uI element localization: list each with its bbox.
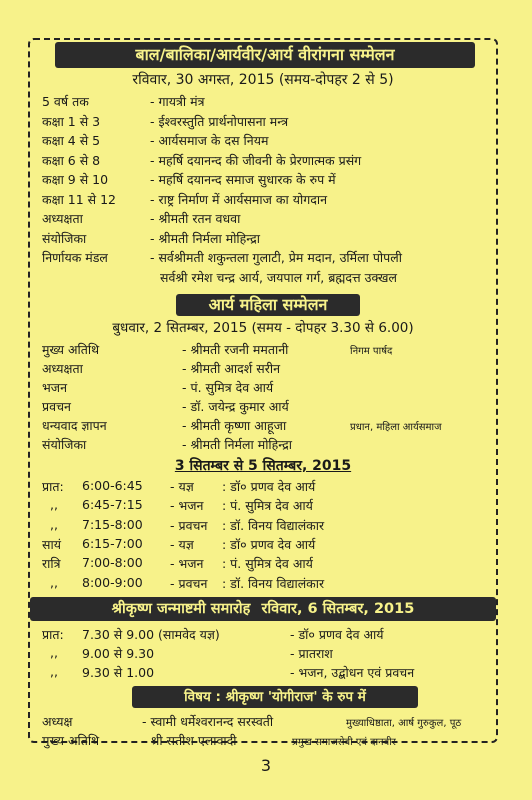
section2-row: [42, 436, 492, 455]
section4-banner: [30, 597, 496, 621]
row-value: - श्रीमती रतन वधवा: [150, 211, 241, 226]
janmashtami-time: 9.30 से 1.00: [82, 665, 155, 680]
schedule-person: : डॉ० प्रणव देव आर्य: [222, 536, 316, 552]
row-label: संयोजिका: [42, 437, 87, 452]
janmashtami-row: [42, 664, 492, 683]
janmashtami-time: 9.00 से 9.30: [82, 646, 155, 661]
schedule-period: ,,: [50, 497, 58, 513]
row-label: 5 वर्ष तक: [42, 94, 89, 109]
section2-row: [42, 341, 492, 360]
janmashtami-period: प्रात:: [42, 627, 64, 642]
schedule-time: 8:00-9:00: [82, 574, 143, 590]
section1-row: [42, 113, 492, 132]
row-value: - श्रीमती निर्मला मोहिन्द्रा: [150, 230, 261, 246]
row-value: - सर्वश्रीमती शकुन्तला गुलाटी, प्रेम मदान, उर्मिला पोपली: [150, 250, 402, 265]
row-label: कक्षा 6 से 8: [42, 152, 101, 168]
section1-row: [42, 171, 492, 190]
schedule-item: - भजन: [170, 498, 204, 514]
schedule-period: प्रात:: [42, 479, 64, 494]
section1-title: बाल/बालिका/आर्यवीर/आर्य वीरांगना सम्मेलन: [55, 42, 475, 68]
section1-row: [42, 210, 492, 229]
row-value: - श्रीमती निर्मला मोहिन्द्रा: [182, 437, 293, 452]
janmashtami-time: 7.30 से 9.00 (सामवेद यज्ञ): [82, 627, 220, 642]
section2-row: [42, 417, 492, 436]
schedule-row: [42, 575, 492, 594]
schedule-row: [42, 555, 492, 574]
row-value: - श्रीमती रजनी ममतानी: [182, 342, 289, 357]
schedule-item: - प्रवचन: [170, 517, 208, 533]
schedule-period: ,,: [50, 574, 58, 590]
row-note: प्रधान, महिला आर्यसमाज: [350, 422, 442, 433]
judges-line-2-text: सर्वश्री रमेश चन्द्र आर्य, जयपाल गर्ग, ब्रह्मदत्त उक्खल: [160, 270, 397, 285]
schedule-item: - यज्ञ: [170, 536, 194, 552]
official-label: अध्यक्ष: [42, 714, 73, 729]
janmashtami-period: ,,: [50, 664, 58, 679]
schedule-row: [42, 517, 492, 536]
schedule-item: - प्रवचन: [170, 575, 208, 591]
section1-row: [42, 93, 492, 112]
official-row: [42, 732, 492, 751]
schedule-item: - भजन: [170, 556, 204, 572]
topic-banner: विषय : श्रीकृष्ण 'योगीराज' के रुप में: [132, 686, 418, 708]
official-value: - श्री सतीश एलावादी: [142, 733, 237, 748]
row-value: - पं. सुमित्र देव आर्य: [182, 380, 274, 395]
row-label: भजन: [42, 380, 68, 395]
janmashtami-person: - भजन, उद्बोधन एवं प्रवचन: [290, 665, 415, 680]
section4-title: श्रीकृष्ण जन्माष्टमी समारोह: [111, 601, 251, 617]
row-label: कक्षा 4 से 5: [42, 133, 101, 148]
page-number: 3: [260, 756, 272, 775]
official-value: - स्वामी धर्मेश्वरानन्द सरस्वती: [142, 714, 274, 729]
schedule-item: - यज्ञ: [170, 479, 194, 494]
official-note: प्रमुख समाजसेवी एवं दानवीर: [292, 737, 396, 748]
row-value: - आर्यसमाज के दस नियम: [150, 133, 269, 148]
schedule-time: 6:15-7:00: [82, 535, 143, 551]
schedule-row: [42, 478, 492, 497]
row-note: निगम पार्षद: [350, 346, 393, 357]
row-value: - श्रीमती आदर्श सरीन: [182, 361, 281, 376]
section2-row: [42, 360, 492, 379]
schedule-time: 7:00-8:00: [82, 555, 143, 571]
row-value: - डॉ. जयेन्द्र कुमार आर्य: [182, 399, 289, 414]
row-value: - ईश्वरस्तुति प्रार्थनोपासना मन्त्र: [150, 113, 289, 129]
row-value: - महर्षि दयानन्द की जीवनी के प्रेरणात्मक प्रसंग: [150, 152, 362, 168]
schedule-person: : डॉ. विनय विद्यालंकार: [222, 517, 325, 533]
section1-row: [42, 249, 492, 268]
row-label: धन्यवाद ज्ञापन: [42, 418, 107, 433]
row-label: अध्यक्षता: [42, 361, 83, 376]
schedule-period: रात्रि: [42, 556, 61, 572]
section1-row: [42, 132, 492, 151]
section2-date: बुधवार, 2 सितम्बर, 2015 (समय - दोपहर 3.30 से 6.00): [112, 320, 414, 336]
row-value: - महर्षि दयानन्द समाज सुधारक के रुप में: [150, 172, 336, 187]
schedule-period: ,,: [50, 516, 58, 532]
official-note: मुख्याधिष्ठाता, आर्ष गुरुकुल, पूठ: [346, 718, 462, 729]
row-value: - राष्ट्र निर्माण में आर्यसमाज का योगदान: [150, 191, 328, 207]
schedule-person: : पं. सुमित्र देव आर्य: [222, 556, 313, 572]
schedule-time: 7:15-8:00: [82, 516, 143, 532]
schedule-row: [42, 497, 492, 516]
section3-title: 3 सितम्बर से 5 सितम्बर, 2015: [174, 458, 352, 474]
schedule-time: 6:45-7:15: [82, 497, 143, 513]
row-label: कक्षा 11 से 12: [42, 191, 116, 207]
schedule-person: : पं. सुमित्र देव आर्य: [222, 498, 313, 514]
section1-date: रविवार, 30 अगस्त, 2015 (समय-दोपहर 2 से 5): [132, 72, 394, 88]
section1-row: [42, 191, 492, 210]
row-label: निर्णायक मंडल: [42, 250, 108, 265]
row-value: - गायत्री मंत्र: [150, 94, 205, 109]
row-label: मुख्य अतिथि: [42, 342, 100, 357]
row-label: अध्यक्षता: [42, 211, 83, 226]
janmashtami-person: - डॉ० प्रणव देव आर्य: [290, 627, 384, 642]
row-label: प्रवचन: [42, 399, 71, 414]
janmashtami-period: ,,: [50, 645, 58, 660]
section1-row: [42, 152, 492, 171]
official-label: मुख्य अतिथि: [42, 733, 100, 748]
section4-date: रविवार, 6 सितम्बर, 2015: [261, 601, 415, 617]
section2-row: [42, 398, 492, 417]
schedule-person: : डॉ० प्रणव देव आर्य: [222, 479, 316, 494]
schedule-period: सायं: [42, 536, 61, 552]
section2-title: आर्य महिला सम्मेलन: [176, 294, 360, 316]
janmashtami-person: - प्रातराश: [290, 646, 333, 661]
schedule-person: : डॉ. विनय विद्यालंकार: [222, 575, 325, 591]
row-label: कक्षा 1 से 3: [42, 113, 101, 129]
official-row: [42, 713, 492, 732]
janmashtami-row: [42, 626, 492, 645]
schedule-row: [42, 536, 492, 555]
row-value: - श्रीमती कृष्णा आहूजा: [182, 418, 287, 433]
section1-row: [42, 230, 492, 249]
section2-row: [42, 379, 492, 398]
schedule-time: 6:00-6:45: [82, 478, 143, 493]
row-label: कक्षा 9 से 10: [42, 172, 109, 187]
row-label: संयोजिका: [42, 230, 87, 246]
janmashtami-row: [42, 645, 492, 664]
